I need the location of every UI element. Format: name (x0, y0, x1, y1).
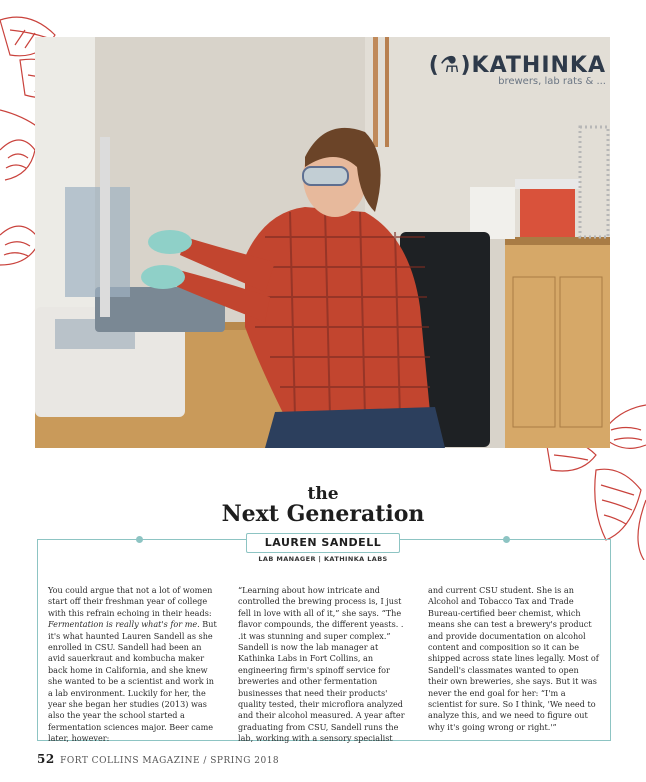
headline-title: Next Generation (221, 501, 425, 527)
col1-text-a: You could argue that not a lot of women start off their freshman year of college with this refrain echoing in their heads: (48, 585, 213, 618)
col1-text-b: But it's what haunted Lauren Sandell as she enrolled in CSU. Sandell had been an avid sauerkraut and kombucha maker back home in California, and she knew she wanted to be a scientist and work in a lab environment. Luckily for her, the year she began her studies (2013) was also the year the school started a fermentation sciences major. Beer came later, however: (48, 619, 217, 744)
article-columns (48, 585, 600, 745)
page-number: 52 (37, 752, 55, 766)
headline (0, 486, 646, 526)
profile-name-bar (0, 531, 646, 549)
logo-name: (⚗)KATHINKA (428, 53, 606, 78)
profile-name: LAUREN SANDELL (246, 533, 400, 553)
headline-kicker: the (307, 484, 339, 504)
rule-dot-left (136, 536, 143, 543)
lab-photo (35, 37, 610, 448)
rule-dot-right (503, 536, 510, 543)
article-column-3: and current CSU student. She is an Alcohol and Tobacco Tax and Trade Bureau-certified beer chemist, which means she can test a brewery's product and provide documentation on alcohol content and composition so it can be shipped across state lines legally. Most of Sandell's classmates wanted to open their own breweries, she says. But it was never the end goal for her: “I'm a scientist for sure. So I think, 'We need to analyze this, and we need to figure out why it's going wrong or right.'” (428, 585, 599, 732)
profile-role: LAB MANAGER | KATHINKA LABS (258, 555, 388, 563)
logo-tagline: brewers, lab rats & ... (498, 76, 606, 87)
page-footer (37, 752, 279, 766)
kathinka-logo (429, 53, 606, 87)
publication-name: FORT COLLINS MAGAZINE / SPRING 2018 (60, 756, 280, 766)
article-column-2: “Learning about how intricate and controlled the brewing process is, I just fell in love with all of it,” she says. “The flavor compounds, the different yeasts. . .it was stunning and super complex.” Sandell is now the lab manager at Kathinka Labs in Fort Collins, an engineering firm's spinoff service for breweries and other fermentation businesses that need their products' quality tested, their microflora analyzed and their alcohol measured. A year after graduating from CSU, Sandell runs the lab, working with a sensory specialist (238, 585, 405, 744)
col1-italic: Fermentation is really what's for me. (48, 619, 200, 630)
lab-scene-illustration (35, 37, 610, 448)
article-column-1 (48, 585, 220, 745)
